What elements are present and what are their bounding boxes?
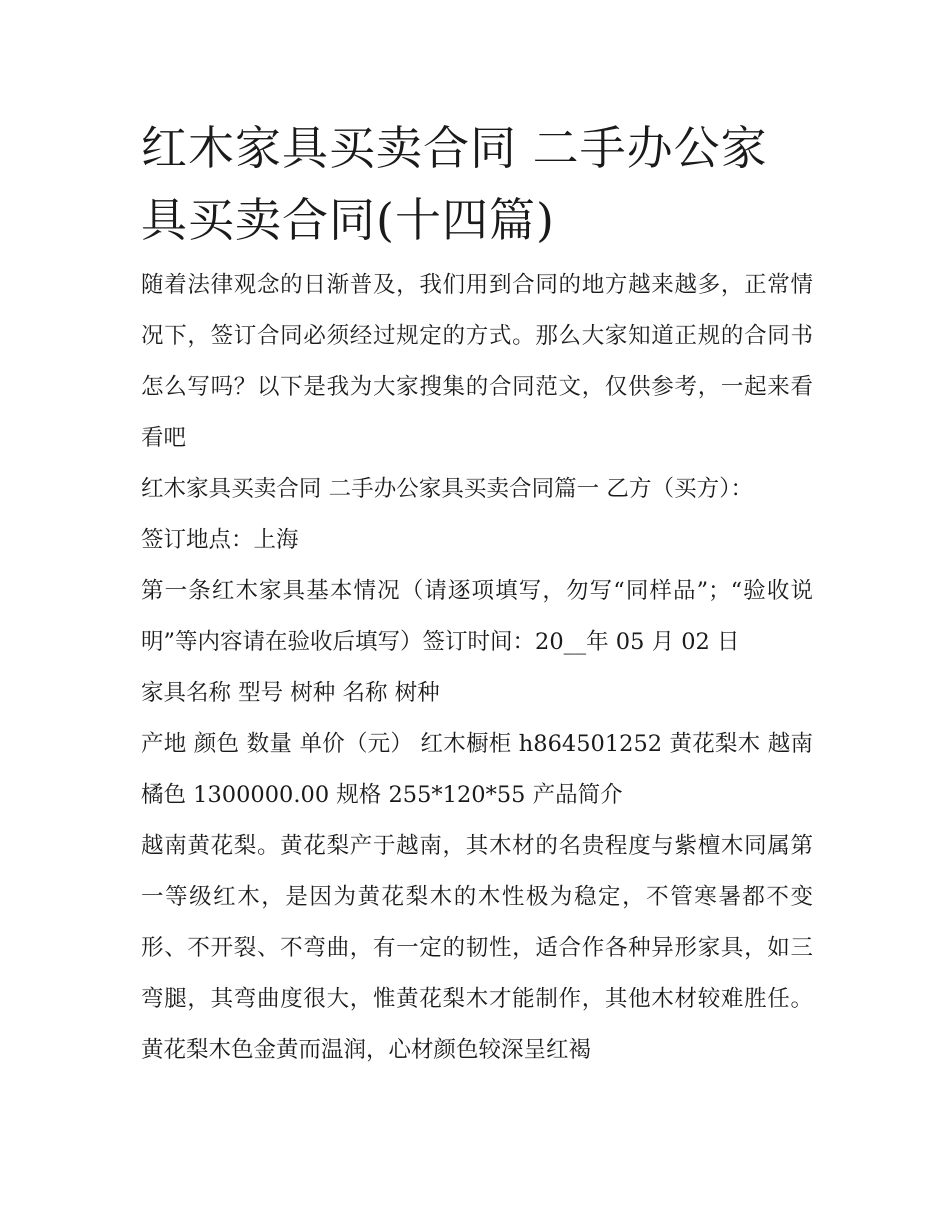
document-title: 红木家具买卖合同 二手办公家具买卖合同(十四篇) bbox=[141, 121, 768, 247]
paragraph-furniture-columns: 家具名称 型号 树种 名称 树种 bbox=[141, 680, 440, 706]
document-page bbox=[141, 112, 813, 1076]
paragraph-furniture-details: 产地 颜色 数量 单价（元） 红木橱柜 h864501252 黄花梨木 越南 橘色 1300000.00 规格 255*120*55 产品简介 bbox=[141, 731, 813, 808]
paragraph-article-one: 第一条红木家具基本情况（请逐项填写，勿写“同样品”；“验收说明”等内容请在验收后填写）签订时间：20__年 05 月 02 日 bbox=[141, 578, 813, 655]
paragraph-contract-header: 红木家具买卖合同 二手办公家具买卖合同篇一 乙方（买方）：签订地点：上海 bbox=[141, 476, 753, 553]
paragraph-intro: 随着法律观念的日渐普及，我们用到合同的地方越来越多，正常情况下，签订合同必须经过规定的方式。那么大家知道正规的合同书怎么写吗？以下是我为大家搜集的合同范文，仅供参考，一起来看看吧 bbox=[141, 272, 813, 451]
paragraph-product-description: 越南黄花梨。黄花梨产于越南，其木材的名贵程度与紫檀木同属第一等级红木，是因为黄花梨木的木性极为稳定，不管寒暑都不变形、不开裂、不弯曲，有一定的韧性，适合作各种异形家具，如三弯腿，其弯曲度很大，惟黄花梨木才能制作，其他木材较难胜任。黄花梨木色金黄而温润，心材颜色较深呈红褐 bbox=[141, 833, 813, 1063]
